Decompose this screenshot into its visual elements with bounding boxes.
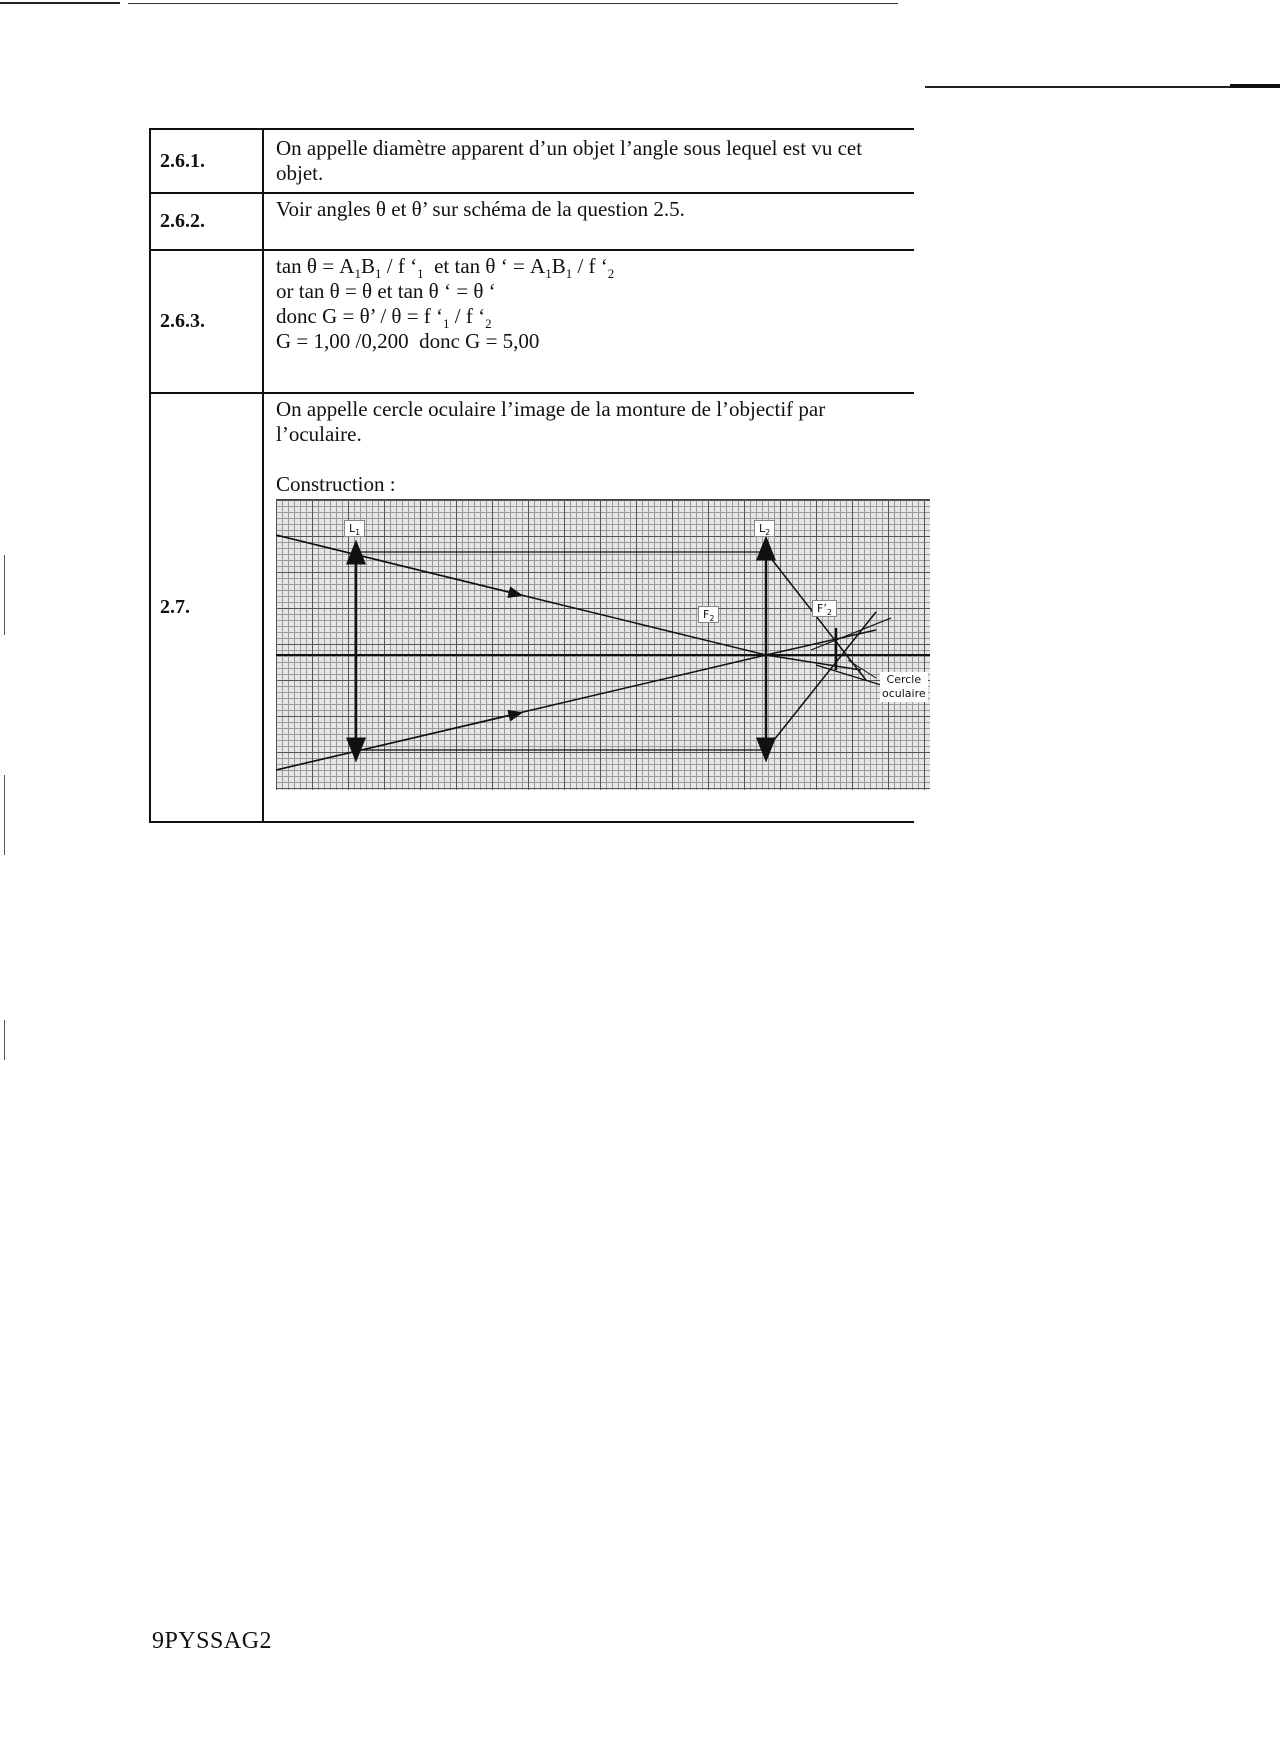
question-number: 2.7. xyxy=(150,393,263,822)
top-rule xyxy=(128,3,898,4)
lens-l2-label: $L_2$ xyxy=(754,520,775,537)
side-rule xyxy=(1230,84,1280,88)
focal-point-f2-prime-label: $F’_2$ xyxy=(812,600,837,617)
focal-point-f2-label: $F_2$ xyxy=(698,606,719,623)
margin-mark xyxy=(4,1020,5,1060)
answer-cell xyxy=(263,250,914,393)
answer-text: On appelle diamètre apparent d’un objet l’angle sous lequel est vu cet objet. xyxy=(276,135,863,185)
question-number: 2.6.1. xyxy=(150,129,263,193)
table-row xyxy=(150,250,914,393)
ray-construction xyxy=(276,500,930,790)
cercle-oculaire-label: Cercle oculaire xyxy=(882,673,926,700)
construction-label: Construction : xyxy=(276,472,396,496)
table-row xyxy=(150,393,914,822)
margin-mark xyxy=(4,775,5,855)
document-code: 9PYSSAG2 xyxy=(152,1628,273,1654)
light-ray xyxy=(276,714,516,770)
light-ray xyxy=(766,612,876,750)
top-rule xyxy=(0,2,120,4)
answer-cell xyxy=(263,129,914,193)
equation-line: $\tan \theta = A_1B_1 / f$ ‘$_1$ et tan θ ‘ = $A_1B_1$ / f ‘$_2$ xyxy=(276,254,615,282)
equation-line: G = 1,00 /0,200 donc G = 5,00 xyxy=(276,329,540,353)
question-number: 2.6.2. xyxy=(150,193,263,250)
equation-line: or tan θ = θ et tan θ ‘ = θ ‘ xyxy=(276,279,496,303)
side-rule xyxy=(925,86,1280,88)
equation-line: donc G = θ’ / θ = f ‘$_1$ / f ‘$_2$ xyxy=(276,304,492,332)
light-ray xyxy=(276,535,516,594)
table-row xyxy=(150,129,914,193)
light-ray xyxy=(811,618,891,650)
margin-mark xyxy=(4,555,5,635)
answer-table xyxy=(149,128,926,823)
optics-diagram xyxy=(276,499,930,790)
question-number: 2.6.3. xyxy=(150,250,263,393)
answer-cell xyxy=(263,393,926,822)
light-ray xyxy=(766,655,861,670)
answer-text: Voir angles θ et θ’ sur schéma de la question 2.5. xyxy=(276,197,685,221)
answer-text: On appelle cercle oculaire l’image de la monture de l’objectif par l’oculaire. xyxy=(276,397,826,446)
lens-l1-label: $L_1$ xyxy=(344,520,365,537)
answer-cell xyxy=(263,193,914,250)
table-row xyxy=(150,193,914,250)
